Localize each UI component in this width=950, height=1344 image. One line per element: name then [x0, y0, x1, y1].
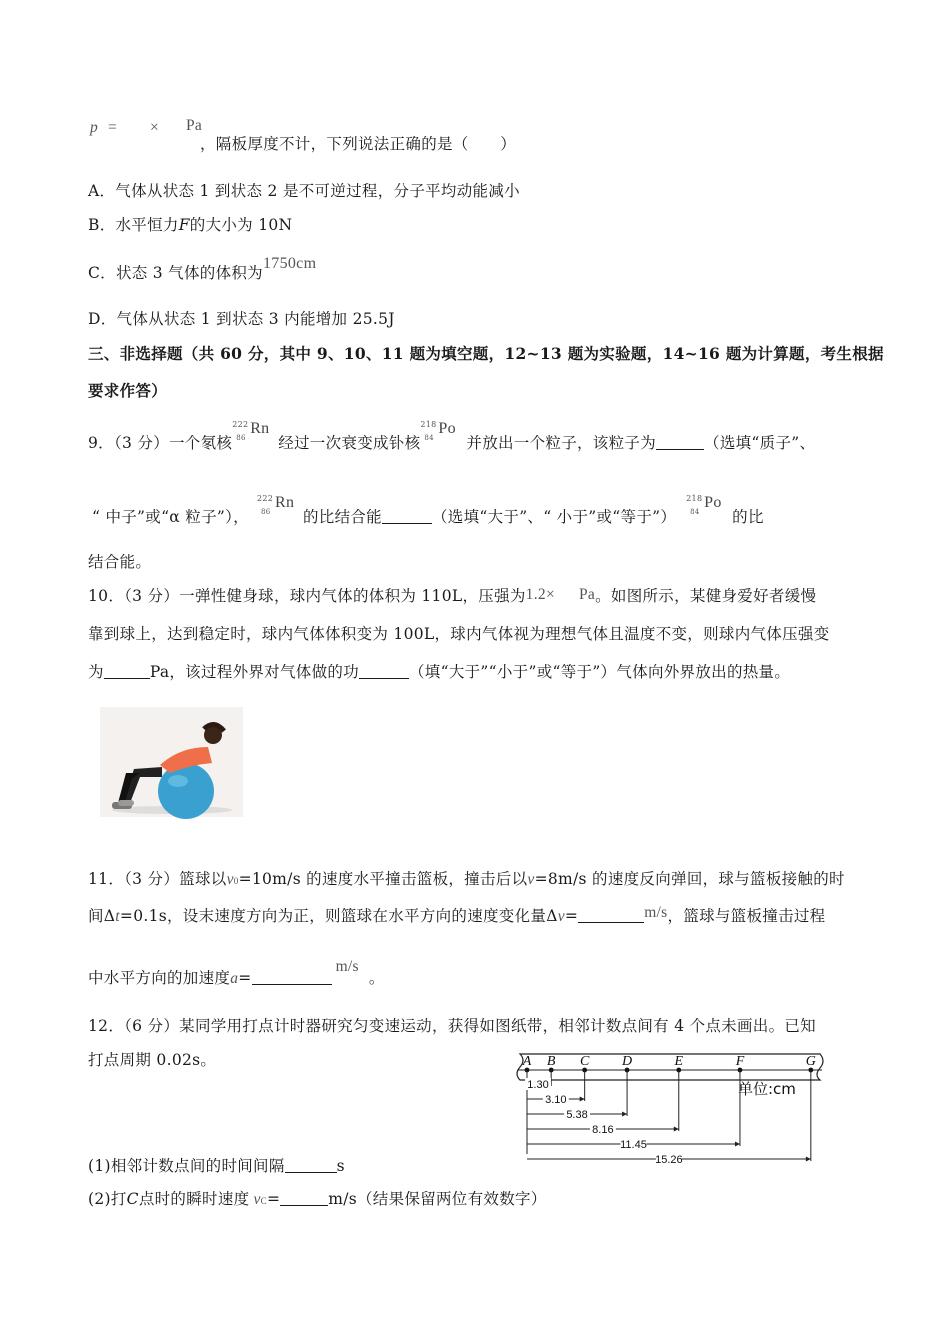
- section-header-line1: 三、非选择题（共 60 分，其中 9、10、11 题为填空题，12~13 题为实验题，14~16 题为计算题，考生根据: [88, 344, 884, 363]
- equals-sign: =: [108, 119, 118, 136]
- option-b: B．水平恒力F的大小为 10N: [88, 216, 293, 234]
- option-d: D．气体从状态 1 到状态 3 内能增加 25.5J: [88, 310, 395, 328]
- option-c: C．状态 3 气体的体积为1750cm: [88, 255, 317, 282]
- dim-label-1: 1.30: [527, 1079, 549, 1091]
- q9-line1: 9．（3 分）一个氡核 222 86 Rn 经过一次衰变成钋核 218 84 Po 并放出一个粒子，该粒子为 （选填“质子”、: [88, 420, 816, 452]
- tape-label-G: G: [805, 1054, 816, 1069]
- q9-blank-1: [656, 435, 704, 450]
- q12-sub2: (2)打C点时的瞬时速度 vC= m/s（结果保留两位有效数字）: [88, 1190, 547, 1208]
- q12-line1: 12．（6 分）某同学用打点计时器研究匀变速运动，获得如图纸带，相邻计数点间有 4 个点未画出。已知: [88, 1017, 816, 1035]
- dim-label-2: 3.10: [545, 1094, 567, 1106]
- q10-blank-1: [104, 664, 150, 679]
- dim-arrow-4: [674, 1127, 679, 1132]
- q12-blank-1: [285, 1158, 337, 1173]
- pa-unit: Pa: [186, 117, 203, 134]
- q12-line2: 打点周期 0.02s。: [88, 1051, 217, 1069]
- polonium-nuclide-2: 218 84 Po: [686, 494, 722, 516]
- q12-sub1: (1)相邻计数点间的时间间隔 s: [88, 1157, 345, 1175]
- question-stem-tail: ，隔板厚度不计，下列说法正确的是（ ）: [200, 135, 517, 153]
- dim-arrow-3: [622, 1112, 627, 1117]
- q11-blank-2: [252, 970, 332, 985]
- q11-line2: 间Δt=0.1s，设末速度方向为正，则篮球在水平方向的速度变化量Δv= m/s，篮球与篮板撞击过程: [88, 904, 826, 925]
- q9-blank-2: [382, 509, 432, 524]
- polonium-nuclide: 218 84 Po: [420, 420, 456, 442]
- q10-line2: 靠到球上，达到稳定时，球内气体体积变为 100L，球内气体视为理想气体且温度不变，则球内气体压强变: [88, 625, 830, 643]
- tape-label-B: B: [546, 1054, 556, 1069]
- q11-blank-1: [578, 908, 644, 923]
- q11-line3: 中水平方向的加速度a=m/s。: [88, 958, 385, 987]
- radon-nuclide-2: 222 86 Rn: [256, 494, 295, 516]
- tape-label-C: C: [579, 1054, 590, 1069]
- q9-line3: 结合能。: [88, 553, 152, 571]
- dim-arrow-6: [806, 1157, 811, 1162]
- section-header-line2: 要求作答）: [88, 381, 168, 400]
- dim-arrow-5: [735, 1142, 740, 1147]
- q10-line1: 10．（3 分）一弹性健身球，球内气体的体积为 110L，压强为1.2× Pa。如图所示，某健身爱好者缓慢: [88, 586, 817, 605]
- dim-label-6: 15.26: [655, 1154, 683, 1166]
- tape-unit-label: 单位:cm: [738, 1080, 796, 1098]
- dim-label-4: 8.16: [592, 1124, 614, 1136]
- ticker-tape-diagram: [510, 1050, 830, 1166]
- tape-label-E: E: [674, 1054, 684, 1069]
- pressure-symbol: p: [90, 119, 99, 136]
- dim-arrow-2: [580, 1097, 585, 1102]
- tape-label-D: D: [622, 1054, 633, 1069]
- tape-label-A: A: [522, 1054, 532, 1069]
- times-sign: ×: [150, 119, 160, 136]
- q11-line1: 11．（3 分）篮球以v0=10m/s 的速度水平撞击篮板，撞击后以v=8m/s 的速度反向弹回，球与篮板接触的时: [88, 870, 845, 888]
- option-a: A．气体从状态 1 到状态 2 是不可逆过程，分子平均动能减小: [88, 182, 520, 200]
- q10-blank-2: [359, 664, 409, 679]
- q12-blank-2: [280, 1191, 328, 1206]
- dim-label-5: 11.45: [620, 1139, 647, 1151]
- q10-line3: 为 Pa，该过程外界对气体做的功 （填“大于”“小于”或“等于”）气体向外界放出的热量。: [88, 663, 791, 681]
- dim-label-3: 5.38: [566, 1109, 588, 1121]
- radon-nuclide: 222 86 Rn: [232, 420, 270, 442]
- tape-label-F: F: [735, 1054, 745, 1069]
- q9-line2: “ 中子”或“α 粒子”）， 222 86 Rn 的比结合能 （选填“大于”、“ 小于”或“等于”） 218 84 Po 的比: [92, 494, 764, 526]
- exercise-ball-photo: [100, 707, 243, 817]
